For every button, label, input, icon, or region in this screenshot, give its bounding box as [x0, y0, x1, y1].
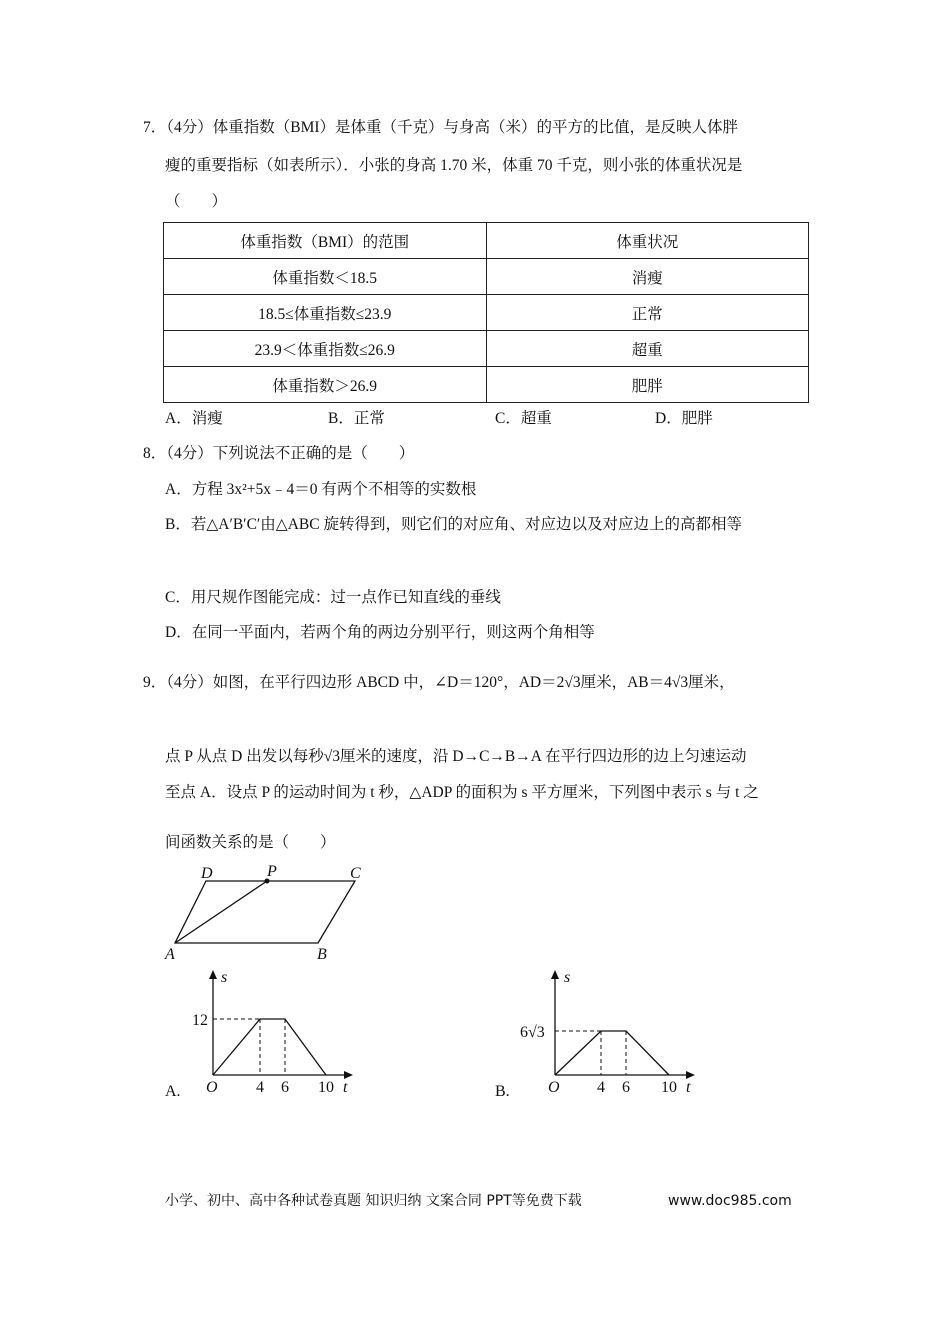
s-label: s — [221, 969, 228, 986]
q8-option-b: B．若△A′B′C′由△ABC 旋转得到，则它们的对应角、对应边以及对应边上的高都相等 — [165, 516, 742, 533]
q9-line4: 间函数关系的是（ ） — [165, 834, 336, 851]
option-b-label: B. — [495, 1083, 510, 1100]
q8-option-a: A．方程 3x²+5x﹣4＝0 有两个不相等的实数根 — [165, 481, 477, 498]
table-cell: 体重指数＞26.9 — [164, 367, 487, 403]
graph-a — [165, 969, 353, 1100]
option-a-label: A. — [165, 1083, 181, 1100]
origin-label: O — [206, 1079, 218, 1096]
table-cell: 18.5≤体重指数≤23.9 — [164, 295, 487, 331]
origin-label: O — [548, 1079, 560, 1096]
table-header: 体重指数（BMI）的范围 — [164, 223, 487, 259]
tick-label: 4 — [597, 1079, 605, 1096]
t-label: t — [686, 1079, 691, 1096]
q7-line1: 7．（4分）体重指数（BMI）是体重（千克）与身高（米）的平方的比值，是反映人体胖 — [143, 119, 739, 136]
table-cell: 23.9＜体重指数≤26.9 — [164, 331, 487, 367]
table-header: 体重状况 — [486, 223, 809, 259]
peak-label: 12 — [192, 1012, 208, 1029]
footer-url[interactable]: www.doc985.com — [668, 1193, 792, 1209]
label-d: D — [201, 865, 213, 882]
q9-line1: 9．（4分）如图，在平行四边形 ABCD 中，∠D＝120°，AD＝2√3厘米，AB＝4√3厘米， — [143, 674, 735, 691]
label-b: B — [317, 946, 327, 963]
q8-stem: 8．（4分）下列说法不正确的是（ ） — [143, 445, 415, 462]
table-cell: 肥胖 — [486, 367, 809, 403]
label-p: P — [267, 863, 277, 880]
graph-line — [555, 1031, 669, 1075]
label-a: A — [165, 946, 175, 963]
segment-ap — [175, 881, 267, 943]
arrow-icon — [344, 1071, 353, 1079]
label-c: C — [350, 865, 361, 882]
graph-b — [495, 969, 695, 1100]
table-cell: 体重指数＜18.5 — [164, 259, 487, 295]
arrow-icon — [209, 970, 217, 979]
q7-line3: （ ） — [165, 193, 228, 210]
q9-line2: 点 P 从点 D 出发以每秒√3厘米的速度，沿 D→C→B→A 在平行四边形的边上匀速运动 — [165, 748, 747, 765]
q8-option-c: C．用尺规作图能完成：过一点作已知直线的垂线 — [165, 589, 501, 606]
table-cell: 超重 — [486, 331, 809, 367]
arrow-icon — [686, 1071, 695, 1079]
arrow-icon — [551, 970, 559, 979]
q7-option-a: A．消瘦 — [165, 410, 223, 427]
parallelogram-figure — [175, 881, 355, 943]
tick-label: 10 — [318, 1079, 334, 1096]
parallelogram-abcd — [175, 881, 355, 943]
graph-line — [213, 1019, 326, 1075]
q7-option-c: C．超重 — [495, 410, 552, 427]
tick-label: 10 — [661, 1079, 677, 1096]
t-label: t — [343, 1079, 348, 1096]
q7-line2: 瘦的重要指标（如表所示）．小张的身高 1.70 米，体重 70 千克，则小张的体重状况是 — [165, 157, 743, 174]
tick-label: 4 — [256, 1079, 264, 1096]
s-label: s — [564, 969, 571, 986]
q8-option-d: D．在同一平面内，若两个角的两边分别平行，则这两个角相等 — [165, 624, 595, 641]
peak-label: 6√3 — [520, 1024, 545, 1041]
table-cell: 正常 — [486, 295, 809, 331]
q7-option-d: D．肥胖 — [655, 410, 713, 427]
tick-label: 6 — [281, 1079, 289, 1096]
tick-label: 6 — [622, 1079, 630, 1096]
q7-option-b: B．正常 — [328, 410, 385, 427]
footer-text: 小学、初中、高中各种试卷真题 知识归纳 文案合同 PPT等免费下载 — [165, 1193, 582, 1209]
table-cell: 消瘦 — [486, 259, 809, 295]
q9-line3: 至点 A．设点 P 的运动时间为 t 秒，△ADP 的面积为 s 平方厘米，下列图中表示 s 与 t 之 — [165, 784, 759, 801]
